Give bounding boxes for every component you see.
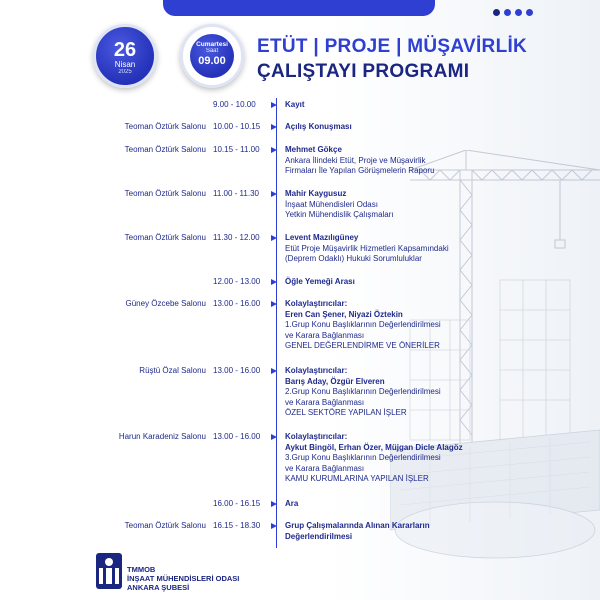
- session-heading: Değerlendirilmesi: [285, 531, 353, 541]
- session-heading: Açılış Konuşması: [285, 122, 352, 131]
- hall-name: Teoman Öztürk Salonu: [124, 122, 206, 131]
- hall-name: Teoman Öztürk Salonu: [124, 233, 206, 242]
- session-description: [285, 145, 515, 177]
- hall-name: Teoman Öztürk Salonu: [124, 189, 206, 198]
- session-time: 11.30 - 12.00: [213, 233, 260, 242]
- dot-icon: [504, 9, 511, 16]
- session-heading: Mehmet Gökçe: [285, 145, 342, 154]
- decorative-dots: [493, 9, 533, 16]
- session-heading: Kolaylaştırıcılar:: [285, 366, 348, 375]
- session-time: 11.00 - 11.30: [213, 189, 259, 198]
- top-accent-bar: [163, 0, 435, 16]
- session-heading: Aykut Bingöl, Erhan Özer, Müjgan Dicle Alagöz: [285, 442, 463, 452]
- footer: [96, 553, 316, 593]
- session-detail: 2.Grup Konu Başlıklarının Değerlendirilmesi: [285, 387, 441, 396]
- session-detail: ve Karara Bağlanması: [285, 330, 365, 340]
- session-time: 12.00 - 13.00: [213, 277, 261, 286]
- session-detail: ve Karara Bağlanması: [285, 463, 365, 473]
- session-description: [285, 277, 515, 288]
- dot-icon: [526, 9, 533, 16]
- session-heading: Öğle Yemeği Arası: [285, 277, 355, 286]
- hall-name: Teoman Öztürk Salonu: [124, 145, 206, 154]
- session-time: 16.00 - 16.15: [213, 499, 261, 508]
- session-description: [285, 122, 515, 133]
- timeline-arrow-icon: [271, 102, 277, 108]
- session-description: [285, 499, 515, 510]
- session-detail: GENEL DEĞERLENDİRME VE ÖNERİLER: [285, 341, 440, 350]
- session-detail: Ankara İlindeki Etüt, Proje ve Müşavirlik: [285, 155, 426, 165]
- session-detail: Firmaları İle Yapılan Görüşmelerin Raporu: [285, 166, 435, 175]
- session-time: 16.15 - 18.30: [213, 521, 261, 530]
- hall-name: Teoman Öztürk Salonu: [124, 521, 206, 530]
- session-heading: Mahir Kaygusuz: [285, 189, 347, 198]
- session-detail: İnşaat Mühendisleri Odası: [285, 199, 378, 209]
- session-description: [285, 366, 515, 419]
- date-badge: [93, 24, 157, 88]
- imo-logo: [96, 553, 122, 589]
- timeline-axis: [276, 98, 277, 548]
- weekday: Cumartesi: [196, 41, 228, 48]
- timeline-arrow-icon: [271, 147, 277, 153]
- session-time: 13.00 - 16.00: [213, 299, 261, 308]
- session-description: [285, 233, 515, 265]
- timeline-arrow-icon: [271, 191, 277, 197]
- start-hour: 09.00: [198, 55, 226, 67]
- timeline-arrow-icon: [271, 523, 277, 529]
- session-time: 10.00 - 10.15: [213, 122, 261, 131]
- session-detail: (Deprem Odaklı) Hukuki Sorumluluklar: [285, 254, 422, 263]
- date-month: Nisan: [114, 60, 136, 69]
- timeline-arrow-icon: [271, 501, 277, 507]
- session-description: [285, 521, 515, 542]
- time-badge: [180, 24, 244, 88]
- page-title: ETÜT | PROJE | MÜŞAVİRLİK: [257, 36, 528, 57]
- page-subtitle: ÇALIŞTAYI PROGRAMI: [257, 61, 470, 82]
- time-badge-inner: [190, 34, 234, 78]
- session-heading: Levent Mazılıgüney: [285, 233, 359, 242]
- session-description: [285, 432, 515, 485]
- session-heading: Ara: [285, 499, 299, 508]
- session-detail: 3.Grup Konu Başlıklarının Değerlendirilmesi: [285, 453, 441, 462]
- session-description: [285, 100, 515, 111]
- session-time: 13.00 - 16.00: [213, 432, 261, 441]
- date-day: 26: [113, 39, 137, 61]
- session-detail: 1.Grup Konu Başlıklarının Değerlendirilmesi: [285, 320, 441, 329]
- session-heading: Grup Çalışmalarında Alınan Kararların: [285, 521, 430, 530]
- session-heading: Barış Aday, Özgür Elveren: [285, 376, 385, 386]
- session-heading: Kayıt: [285, 100, 305, 109]
- session-detail: KAMU KURUMLARINA YAPILAN İŞLER: [285, 474, 429, 483]
- session-description: [285, 299, 515, 352]
- session-heading: Kolaylaştırıcılar:: [285, 299, 348, 308]
- session-heading: Kolaylaştırıcılar:: [285, 432, 348, 441]
- organization-name: [127, 565, 239, 592]
- timeline-arrow-icon: [271, 368, 277, 374]
- hall-name: Harun Karadeniz Salonu: [118, 432, 206, 441]
- session-time: 10.15 - 11.00: [213, 145, 260, 154]
- org-line-1: TMMOB: [127, 565, 156, 574]
- timeline-arrow-icon: [271, 301, 277, 307]
- timeline-arrow-icon: [271, 124, 277, 130]
- timeline-arrow-icon: [271, 235, 277, 241]
- org-line-2: İNŞAAT MÜHENDİSLERİ ODASI: [127, 574, 240, 583]
- session-detail: Yetkin Mühendislik Çalışmaları: [285, 210, 394, 219]
- dot-icon: [493, 9, 500, 16]
- session-time: 13.00 - 16.00: [213, 366, 261, 375]
- session-heading: Eren Can Şener, Niyazi Öztekin: [285, 309, 403, 319]
- hall-name: Rüştü Özal Salonu: [139, 366, 206, 375]
- timeline-arrow-icon: [271, 434, 277, 440]
- time-label: Saat: [205, 48, 219, 54]
- session-detail: ÖZEL SEKTÖRE YAPILAN İŞLER: [285, 408, 407, 417]
- org-line-3: ANKARA ŞUBESİ: [127, 583, 190, 592]
- session-detail: ve Karara Bağlanması: [285, 397, 365, 407]
- session-detail: Etüt Proje Müşavirlik Hizmetleri Kapsamındaki: [285, 243, 449, 253]
- session-description: [285, 189, 515, 221]
- date-year: 2025: [118, 69, 132, 75]
- session-time: 9.00 - 10.00: [213, 100, 256, 109]
- timeline-arrow-icon: [271, 279, 277, 285]
- hall-name: Güney Özcebe Salonu: [125, 299, 206, 308]
- dot-icon: [515, 9, 522, 16]
